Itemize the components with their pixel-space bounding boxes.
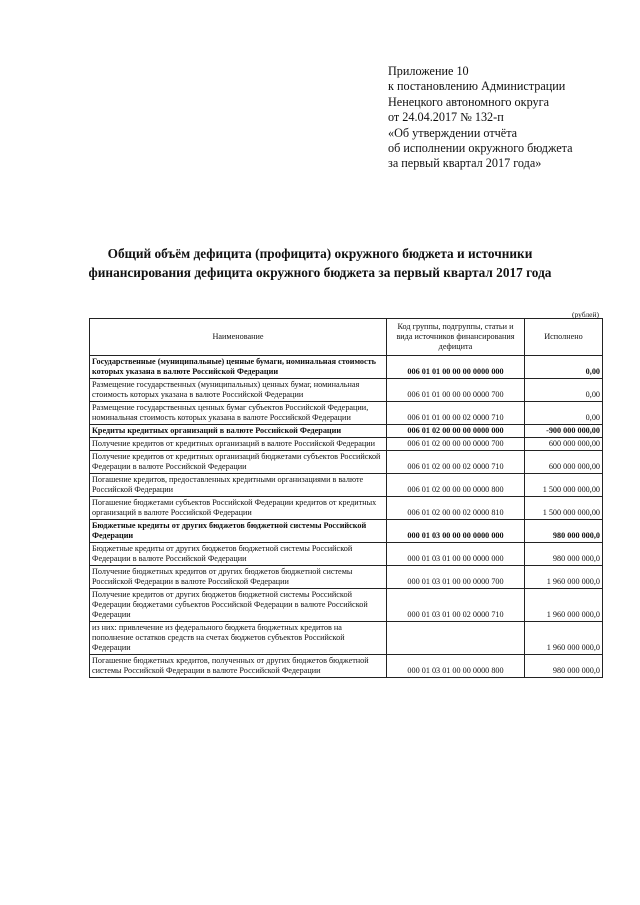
budget-table [89, 318, 603, 678]
appendix-line: «Об утверждении отчёта [388, 125, 518, 140]
row-value-cell: 0,00 [525, 402, 603, 425]
row-name-cell: Размещение государственных ценных бумаг субъектов Российской Федерации, номинальная стоимость которых указана в валюте Российской Федерации [90, 402, 387, 425]
table-row [90, 438, 603, 451]
header-code: Код группы, подгруппы, статьи и вида источников финансирования дефицита [387, 319, 525, 356]
row-code-cell: 000 01 03 01 00 00 0000 000 [387, 543, 525, 566]
document-title [60, 244, 580, 282]
title-line-1: Общий объём дефицита (профицита) окружного бюджета и источники [107, 246, 533, 261]
table-row [90, 543, 603, 566]
table-header-row [90, 319, 603, 356]
table-row [90, 474, 603, 497]
row-name-cell: Бюджетные кредиты от других бюджетов бюджетной системы Российской Федерации [90, 520, 387, 543]
row-value-cell: 0,00 [525, 379, 603, 402]
appendix-line: к постановлению Администрации [388, 79, 566, 94]
unit-label: (рублей) [572, 310, 600, 319]
row-code-cell: 006 01 02 00 00 00 0000 700 [387, 438, 525, 451]
row-code-cell: 000 01 03 01 00 00 0000 800 [387, 655, 525, 678]
row-value-cell: 600 000 000,00 [525, 438, 603, 451]
row-code-cell: 006 01 02 00 00 00 0000 000 [387, 425, 525, 438]
row-value-cell: 1 500 000 000,00 [525, 474, 603, 497]
row-name-cell: Получение кредитов от кредитных организаций в валюте Российской Федерации [90, 438, 387, 451]
row-code-cell [387, 622, 525, 655]
row-code-cell: 000 01 03 00 00 00 0000 000 [387, 520, 525, 543]
row-name-cell: Кредиты кредитных организаций в валюте Российской Федерации [90, 425, 387, 438]
appendix-line: от 24.04.2017 № 132-п [388, 110, 504, 125]
table-row [90, 589, 603, 622]
table-body [90, 356, 603, 678]
table-row [90, 497, 603, 520]
table-row [90, 425, 603, 438]
appendix-block [388, 64, 628, 172]
row-value-cell: 1 960 000 000,0 [525, 566, 603, 589]
row-code-cell: 000 01 03 01 00 02 0000 710 [387, 589, 525, 622]
row-value-cell: 980 000 000,0 [525, 520, 603, 543]
row-name-cell: Бюджетные кредиты от других бюджетов бюджетной системы Российской Федерации в валюте Российской Федерации [90, 543, 387, 566]
row-name-cell: из них: привлечение из федерального бюджета бюджетных кредитов на пополнение остатков средств на счетах бюджетов субъектов Российской Федерации [90, 622, 387, 655]
row-name-cell: Размещение государственных (муниципальных) ценных бумаг, номинальная стоимость которых указана в валюте Российской Федерации [90, 379, 387, 402]
row-value-cell: -900 000 000,00 [525, 425, 603, 438]
row-value-cell: 600 000 000,00 [525, 451, 603, 474]
row-name-cell: Погашение бюджетных кредитов, полученных от других бюджетов бюджетной системы Российской Федерации в валюте Российской Федерации [90, 655, 387, 678]
row-value-cell: 0,00 [525, 356, 603, 379]
appendix-line: об исполнении окружного бюджета [388, 141, 573, 156]
row-name-cell: Государственные (муниципальные) ценные бумаги, номинальная стоимость которых указана в валюте Российской Федерации [90, 356, 387, 379]
table-row [90, 356, 603, 379]
row-value-cell: 980 000 000,0 [525, 655, 603, 678]
row-name-cell: Получение кредитов от кредитных организаций бюджетами субъектов Российской Федерации в валюте Российской Федерации [90, 451, 387, 474]
row-value-cell: 1 500 000 000,00 [525, 497, 603, 520]
row-name-cell: Погашение бюджетами субъектов Российской Федерации кредитов от кредитных организаций в валюте Российской Федерации [90, 497, 387, 520]
table-row [90, 520, 603, 543]
table-row [90, 379, 603, 402]
row-code-cell: 006 01 02 00 00 02 0000 710 [387, 451, 525, 474]
row-name-cell: Получение кредитов от других бюджетов бюджетной системы Российской Федерации бюджетами субъектов Российской Федерации в валюте Российской Федерации [90, 589, 387, 622]
row-code-cell: 006 01 02 00 00 02 0000 810 [387, 497, 525, 520]
appendix-line: за первый квартал 2017 года» [388, 156, 542, 171]
header-name: Наименование [90, 319, 387, 356]
table-row [90, 451, 603, 474]
row-code-cell: 006 01 01 00 00 00 0000 700 [387, 379, 525, 402]
row-value-cell: 1 960 000 000,0 [525, 589, 603, 622]
appendix-line: Приложение 10 [388, 64, 469, 78]
header-value: Исполнено [525, 319, 603, 356]
table-row [90, 566, 603, 589]
row-code-cell: 000 01 03 01 00 00 0000 700 [387, 566, 525, 589]
row-value-cell: 1 960 000 000,0 [525, 622, 603, 655]
row-name-cell: Получение бюджетных кредитов от других бюджетов бюджетной системы Российской Федерации в валюте Российской Федерации [90, 566, 387, 589]
row-code-cell: 006 01 02 00 00 00 0000 800 [387, 474, 525, 497]
row-code-cell: 006 01 01 00 00 02 0000 710 [387, 402, 525, 425]
title-line-2: финансирования дефицита окружного бюджета за первый квартал 2017 года [88, 265, 552, 280]
row-code-cell: 006 01 01 00 00 00 0000 000 [387, 356, 525, 379]
row-value-cell: 980 000 000,0 [525, 543, 603, 566]
row-name-cell: Погашение кредитов, предоставленных кредитными организациями в валюте Российской Федерации [90, 474, 387, 497]
appendix-line: Ненецкого автономного округа [388, 94, 550, 109]
table-row [90, 402, 603, 425]
table-row [90, 622, 603, 655]
table-row [90, 655, 603, 678]
